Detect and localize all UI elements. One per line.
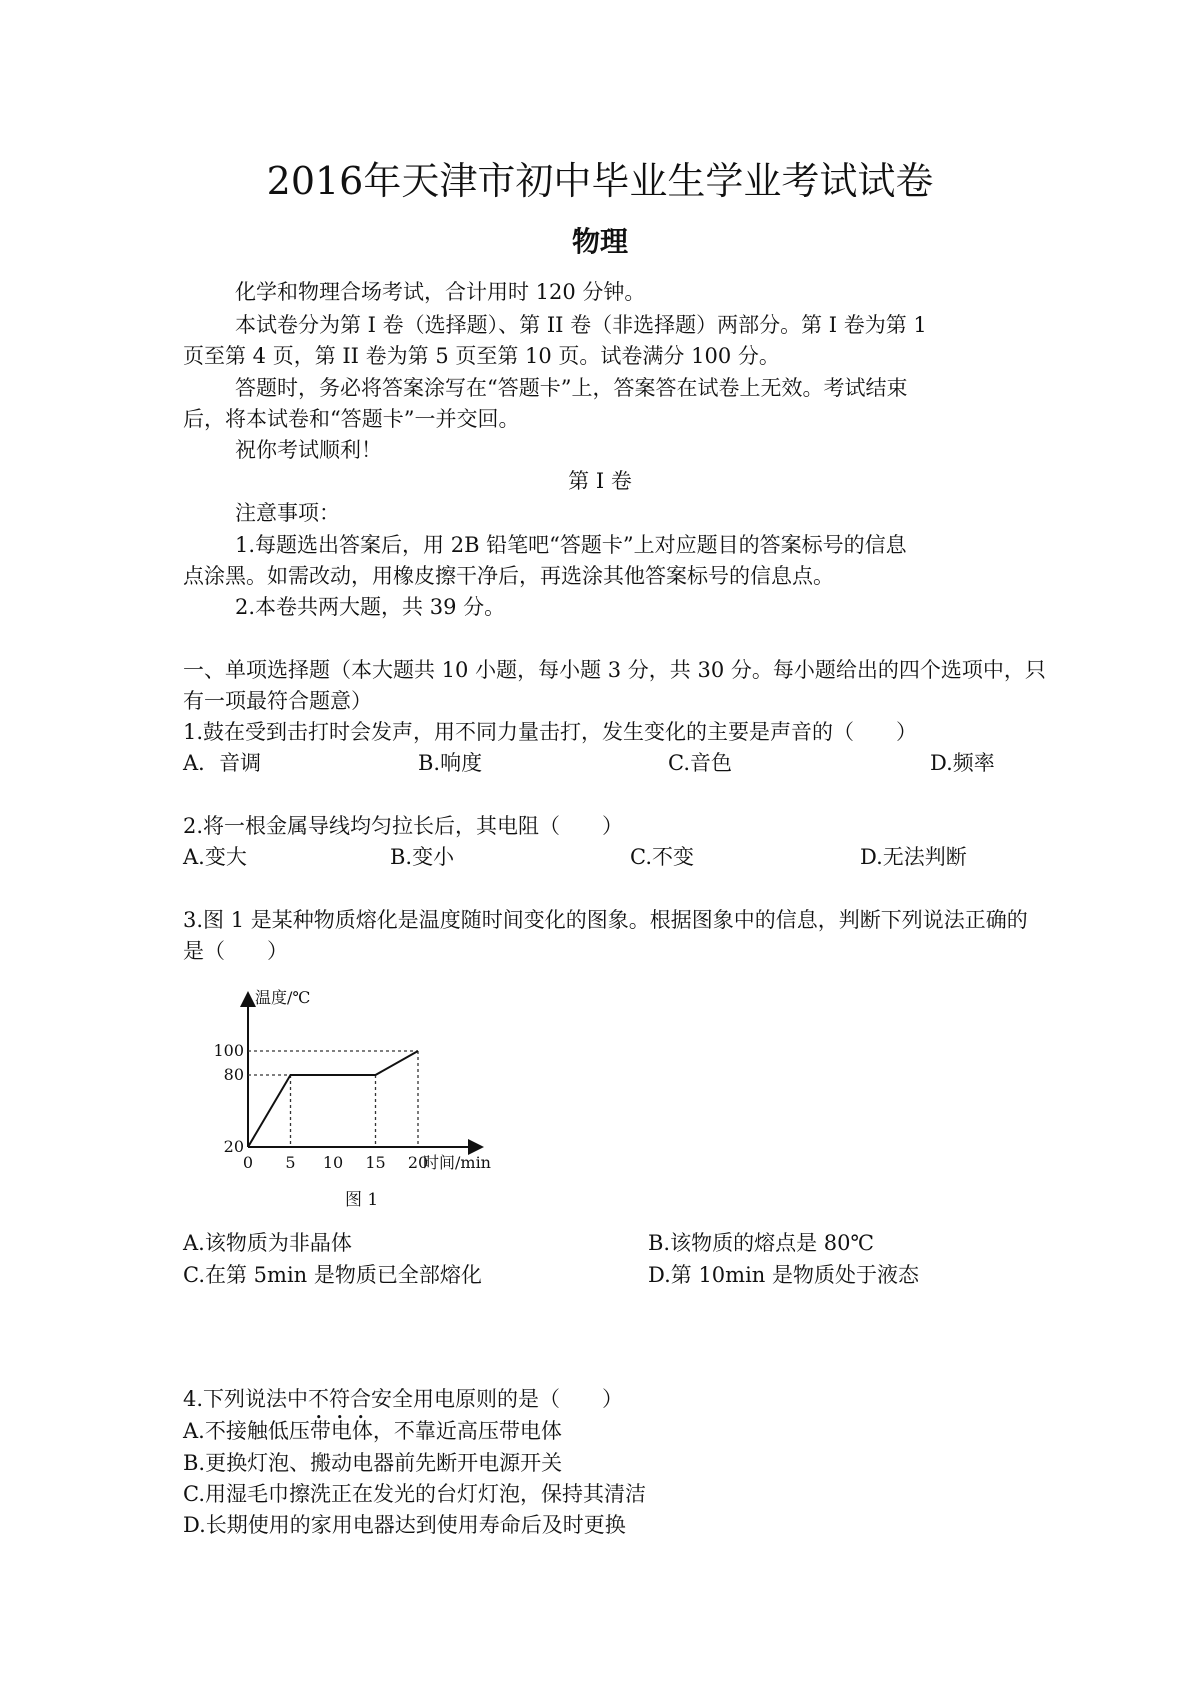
x-tick-label-0: 0 (242, 1153, 254, 1172)
x-axis-label: 时间/min (423, 1153, 491, 1172)
q3-option-c: C.在第 5min 是物质已全部熔化 (183, 1263, 482, 1287)
q1-option-c: C.音色 (668, 751, 732, 775)
y-tick-label-80: 80 (223, 1065, 244, 1084)
intro-line-3b: 后，将本试卷和“答题卡”一并交回。 (183, 407, 520, 431)
series-line (248, 1051, 418, 1147)
q1-stem: 1.鼓在受到击打时会发声，用不同力量击打，发生变化的主要是声音的（ ） (183, 720, 918, 744)
q3-stem-a: 3.图 1 是某种物质熔化是温度随时间变化的图象。根据图象中的信息，判断下列说法正确的 (183, 908, 1028, 932)
q1-option-d: D.频率 (930, 751, 995, 775)
q4-option-a: A.不接触低压带电体，不靠近高压带电体 (183, 1419, 562, 1443)
exam-title: 2016年天津市初中毕业生学业考试试卷 (266, 159, 934, 203)
x-tick-label-10: 10 (322, 1153, 344, 1172)
q3-option-d: D.第 10min 是物质处于液态 (648, 1263, 919, 1287)
subject-title: 物理 (571, 225, 628, 258)
q2-stem: 2.将一根金属导线均匀拉长后，其电阻（ ） (183, 814, 624, 838)
x-tick-label-15: 15 (365, 1153, 386, 1172)
melting-curve-chart (200, 985, 545, 1215)
q4-stem-emphasis: 不符合 (308, 1387, 372, 1411)
q4-option-c: C.用湿毛巾擦洗正在发光的台灯灯泡，保持其清洁 (183, 1482, 646, 1506)
q3-stem-b: 是（ ） (183, 939, 288, 963)
q4-stem-pre: 4.下列说法中 (183, 1387, 309, 1411)
figure-caption: 图 1 (345, 1190, 379, 1210)
q2-option-d: D.无法判断 (860, 845, 967, 869)
part-heading: 第 I 卷 (568, 469, 632, 493)
note-1b: 点涂黑。如需改动，用橡皮擦干净后，再选涂其他答案标号的信息点。 (183, 564, 834, 588)
x-tick-label-5: 5 (285, 1153, 296, 1172)
intro-line-2b: 页至第 4 页，第 II 卷为第 5 页至第 10 页。试卷满分 100 分。 (183, 344, 780, 368)
q3-option-a: A.该物质为非晶体 (183, 1231, 352, 1255)
q2-option-c: C.不变 (630, 845, 694, 869)
intro-line-2a: 本试卷分为第 I 卷（选择题）、第 II 卷（非选择题）两部分。第 I 卷为第 1 (235, 313, 927, 337)
q1-option-a: A．音调 (183, 751, 262, 775)
note-1a: 1.每题选出答案后，用 2B 铅笔吧“答题卡”上对应题目的答案标号的信息 (235, 533, 907, 557)
q3-option-b: B.该物质的熔点是 80℃ (648, 1231, 874, 1255)
intro-line-1: 化学和物理合场考试，合计用时 120 分钟。 (235, 280, 646, 304)
q4-stem-post: 安全用电原则的是（ ） (371, 1387, 624, 1411)
intro-line-3a: 答题时，务必将答案涂写在“答题卡”上，答案答在试卷上无效。考试结束 (235, 376, 908, 400)
y-tick-label-20: 20 (223, 1137, 244, 1156)
section-heading-a: 一、单项选择题（本大题共 10 小题，每小题 3 分，共 30 分。每小题给出的四个选项中，只 (183, 658, 1046, 682)
q2-option-a: A.变大 (183, 845, 247, 869)
q1-option-b: B.响度 (418, 751, 483, 775)
intro-line-4: 祝你考试顺利！ (235, 438, 382, 462)
x-tick-label-20: 20 (407, 1153, 429, 1172)
q4-option-d: D.长期使用的家用电器达到使用寿命后及时更换 (183, 1513, 626, 1537)
section-heading-b: 有一项最符合题意） (183, 689, 372, 713)
notes-title: 注意事项： (235, 501, 340, 525)
y-axis-label: 温度/℃ (255, 988, 311, 1007)
q2-option-b: B.变小 (390, 845, 455, 869)
note-2: 2.本卷共两大题，共 39 分。 (235, 595, 506, 619)
y-tick-label-100: 100 (213, 1041, 244, 1060)
q4-option-b: B.更换灯泡、搬动电器前先断开电源开关 (183, 1451, 563, 1475)
